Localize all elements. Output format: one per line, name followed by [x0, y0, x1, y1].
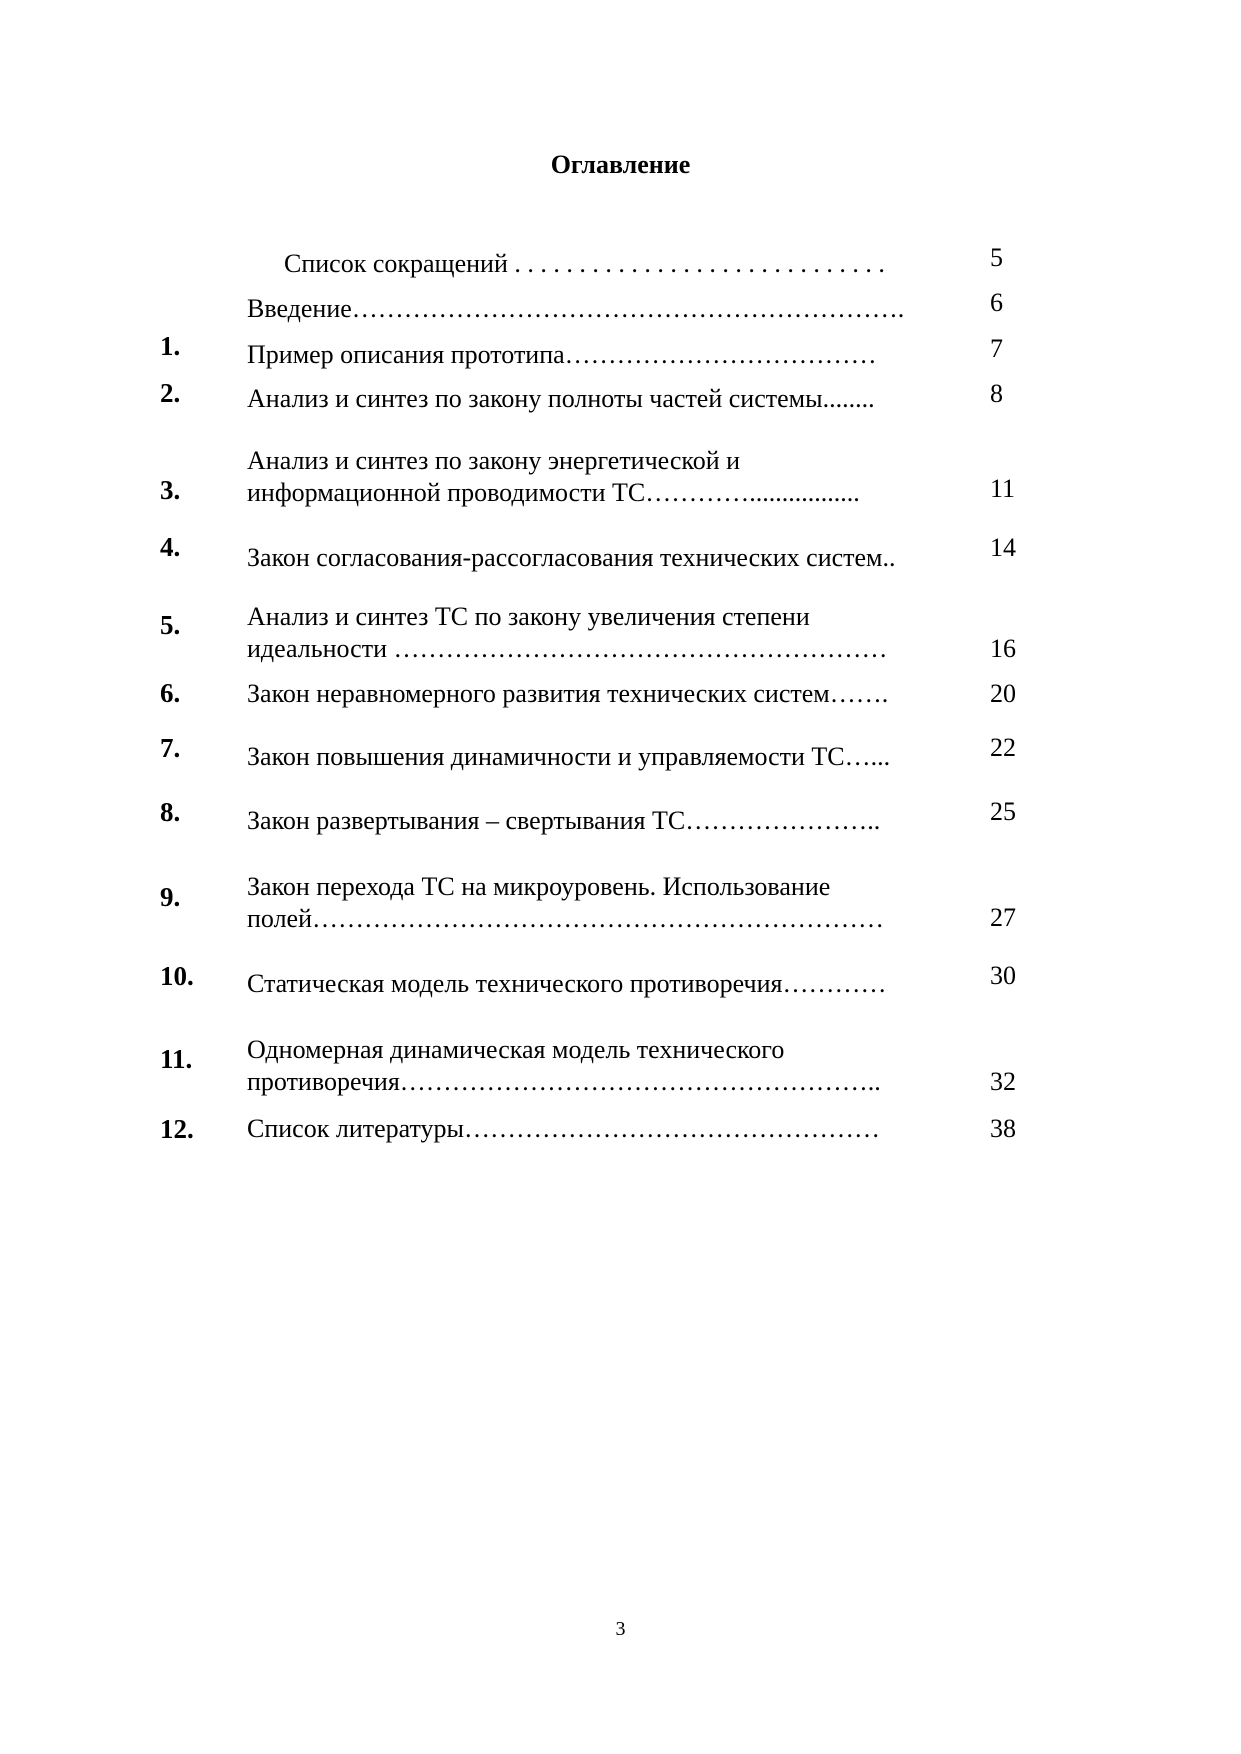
toc-entry-number: 10. — [160, 961, 194, 991]
page-title: Оглавление — [550, 150, 691, 179]
toc-entry-number: 11. — [160, 1044, 193, 1074]
toc-entry-text: Закон неравномерного развития технических систем……. — [247, 679, 889, 708]
toc-entry-page: 6 — [990, 288, 1003, 317]
toc-entry-number: 6. — [160, 678, 181, 708]
toc-entry-text-continued: информационной проводимости ТС…………................. — [247, 478, 860, 507]
toc-entry-page: 25 — [990, 797, 1016, 826]
toc-entry-page: 32 — [990, 1067, 1016, 1096]
toc-entry-text: Закон развертывания – свертывания ТС………………….. — [247, 806, 881, 835]
toc-entry-page: 8 — [990, 379, 1003, 408]
toc-entry-page: 30 — [990, 961, 1016, 990]
toc-entry-number: 2. — [160, 378, 181, 408]
toc-entry-text: Закон перехода ТС на микроуровень. Использование — [247, 872, 831, 901]
toc-entry-text-continued: полей………………………………………………………… — [247, 904, 884, 933]
toc-entry-page: 20 — [990, 679, 1016, 708]
toc-entry-number: 1. — [160, 331, 181, 361]
toc-entry-text: Одномерная динамическая модель технического — [247, 1035, 785, 1064]
toc-entry-page: 5 — [990, 243, 1003, 272]
toc-entry-number: 7. — [160, 733, 181, 763]
toc-entry-text: Список сокращений . . . . . . . . . . . . . . . . . . . . . . . . . . . . . — [284, 249, 885, 278]
toc-entry-text-continued: противоречия……………………………………………….. — [247, 1067, 881, 1096]
toc-entry-page: 14 — [990, 533, 1016, 562]
toc-entry-text: Введение………………………………………………………. — [247, 294, 905, 323]
toc-entry-text: Анализ и синтез по закону полноты частей системы........ — [247, 384, 875, 413]
toc-entry-number: 9. — [160, 882, 181, 912]
toc-entry-number: 12. — [160, 1114, 194, 1144]
toc-entry-number: 4. — [160, 532, 181, 562]
toc-entry-page: 27 — [990, 903, 1016, 932]
toc-entry-text: Статическая модель технического противоречия………… — [247, 969, 887, 998]
page-number: 3 — [615, 1618, 626, 1640]
toc-entry-number: 8. — [160, 797, 181, 827]
toc-entry-page: 16 — [990, 634, 1016, 663]
toc-entry-text-continued: идеальности ………………………………………………… — [247, 634, 888, 663]
toc-entry-page: 7 — [990, 334, 1003, 363]
toc-entry-number: 5. — [160, 610, 181, 640]
toc-entry-page: 11 — [990, 474, 1016, 503]
toc-entry-text: Анализ и синтез по закону энергетической и — [247, 446, 741, 475]
toc-entry-number: 3. — [160, 475, 181, 505]
toc-entry-text: Анализ и синтез ТС по закону увеличения степени — [247, 602, 810, 631]
toc-entry-page: 22 — [990, 733, 1016, 762]
toc-entry-text: Список литературы………………………………………… — [247, 1114, 880, 1143]
toc-entry-text: Закон повышения динамичности и управляемости ТС…... — [247, 742, 891, 771]
toc-entry-text: Закон согласования-рассогласования технических систем.. — [247, 543, 896, 572]
toc-entry-page: 38 — [990, 1114, 1016, 1143]
toc-entry-text: Пример описания прототипа……………………………… — [247, 340, 877, 369]
